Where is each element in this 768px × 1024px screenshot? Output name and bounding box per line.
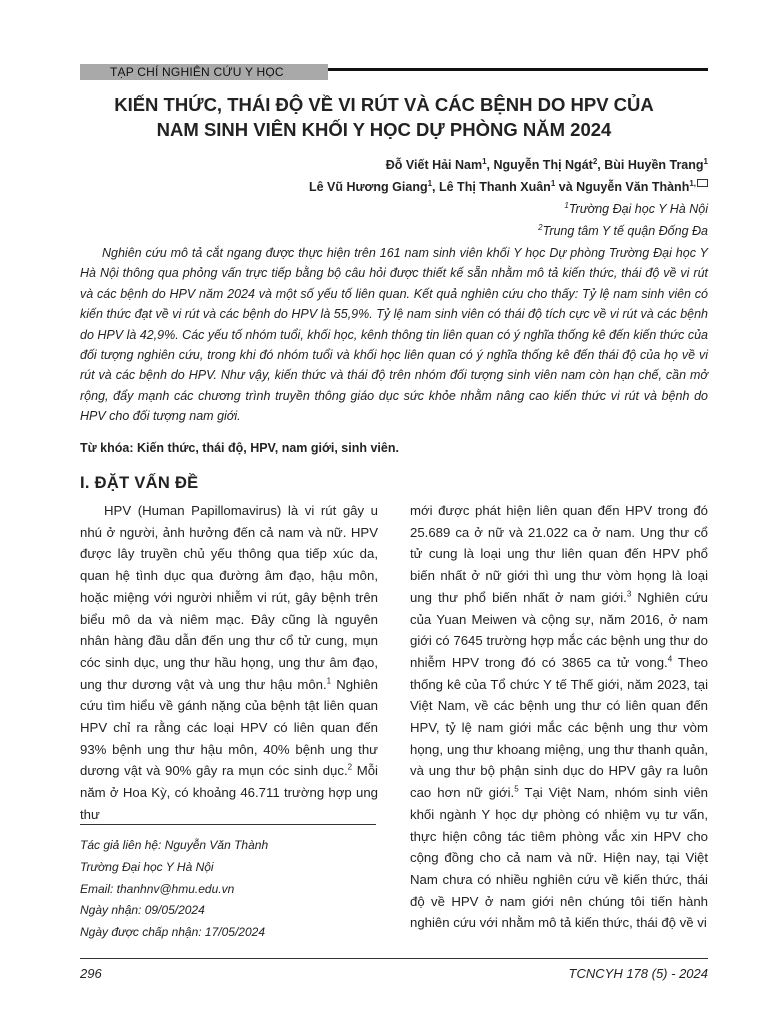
text-run: Theo thống kê của Tổ chức Y tế Thế giới, năm 2023, tại Việt Nam, về các bệnh ung thư có liên quan đến HPV, tỷ lệ nam giới mắc các bệnh ung thư vòm họng, ung thư khoang miệng, ung thư thanh quản, và ung thư bộ phận sinh dục do HPV gây ra luôn cao hơn nữ giới.	[410, 654, 708, 801]
author-line-2	[309, 176, 708, 198]
citation-sup: 3	[626, 589, 632, 599]
affiliation-text: Trường Đại học Y Hà Nội	[568, 202, 708, 216]
journal-name: TẠP CHÍ NGHIÊN CỨU Y HỌC	[80, 64, 328, 80]
footer-rule	[80, 958, 708, 959]
section-heading: I. ĐẶT VẤN ĐỀ	[80, 474, 199, 492]
body-column-left	[80, 500, 378, 826]
author-line-1	[309, 154, 708, 176]
text-run: mới được phát hiện liên quan đến HPV trong đó 25.689 ca ở nữ và 21.022 ca ở nam. Ung thư cổ tử cung là loại ung thư liên quan đến HPV phổ biến nhất ở nữ giới thì ung thư vòm họng là loại ung thư phổ biến nhất ở nam giới.	[410, 503, 708, 605]
citation-sup: 2	[347, 763, 353, 773]
author-affil-sup: 2	[592, 156, 598, 166]
corresponding-author: Tác giả liên hệ: Nguyễn Văn Thành	[80, 838, 269, 852]
keywords: Từ khóa: Kiến thức, thái độ, HPV, nam giới, sinh viên.	[80, 441, 399, 455]
page-number: 296	[80, 966, 102, 981]
footnotes	[80, 835, 378, 944]
header-rule	[328, 68, 708, 71]
author-affil-sup: 1	[482, 156, 487, 166]
author-name: Đỗ Viết Hải Nam	[385, 158, 483, 172]
affiliation-2	[309, 220, 708, 242]
paragraph	[410, 500, 708, 934]
affiliation-text: Trung tâm Y tế quận Đống Đa	[542, 224, 708, 238]
affiliation-sup: 1	[564, 200, 569, 210]
author-separator: ,	[486, 158, 494, 172]
journal-header	[80, 64, 708, 80]
author-separator: và	[555, 180, 577, 194]
footnote-rule	[80, 824, 376, 825]
author-name: Bùi Huyền Trang	[604, 158, 704, 172]
text-run: HPV (Human Papillomavirus) là vi rút gây u nhú ở người, ảnh hưởng đến cả nam và nữ. HPV được lây truyền chủ yếu thông qua tiếp xúc da, quan hệ tình dục qua đường âm đạo, hậu môn, hoặc miệng với người nhiễm vi rút, gây bệnh trên biểu mô da và niêm mạc. Đây cũng là nguyên nhân hàng đầu dẫn đến ung thư cổ tử cung, mụn cóc sinh dục, ung thư hầu họng, ung thư âm đạo, ung thư dương vật và ung thư hậu môn.	[80, 503, 378, 692]
author-affil-sup: 1,	[689, 178, 696, 188]
text-run: Mỗi năm ở Hoa Kỳ, có khoảng 46.711 trường hợp ung thư	[80, 763, 378, 822]
author-separator: ,	[597, 158, 605, 172]
author-affil-sup: 1	[550, 178, 556, 188]
body-column-right	[410, 500, 708, 934]
mail-icon	[697, 179, 708, 187]
date-received: Ngày nhận: 09/05/2024	[80, 903, 205, 918]
author-name: Lê Vũ Hương Giang	[308, 180, 428, 194]
text-run: Nghiên cứu tìm hiểu về gánh nặng của bệnh tật liên quan HPV chỉ ra rằng các loại HPV có liên quan đến 93% bệnh ung thư hậu môn, 40% bệnh ung thư dương vật và 90% gây ra mụn cóc sinh dục.	[80, 676, 378, 779]
title-line-1: KIẾN THỨC, THÁI ĐỘ VỀ VI RÚT VÀ CÁC BỆNH DO HPV CỦA	[114, 94, 654, 115]
citation-sup: 4	[667, 654, 673, 664]
citation-sup: 1	[326, 676, 332, 686]
text-run: Tại Việt Nam, nhóm sinh viên khối ngành Y học dự phòng có nhiệm vụ tư vấn, thực hiện công tác tiêm phòng vắc xin HPV cho cộng đồng cho cả nam và nữ. Hiện nay, tại Việt Nam chưa có nhiều nghiên cứu về kiến thức, thái độ về HPV ở nam giới nên chúng tôi tiến hành nghiên cứu với nhằm mô tả kiến thức, thái độ về vi	[410, 785, 708, 931]
author-name: Nguyễn Thị Ngát	[493, 158, 593, 172]
article-title	[60, 92, 708, 142]
author-separator: ,	[432, 180, 439, 194]
author-institution: Trường Đại học Y Hà Nội	[80, 859, 214, 874]
author-affil-sup: 1	[427, 178, 433, 188]
affiliation-sup: 2	[538, 222, 543, 232]
date-accepted: Ngày được chấp nhận: 17/05/2024	[80, 925, 265, 940]
abstract: Nghiên cứu mô tả cắt ngang được thực hiện trên 161 nam sinh viên khối Y học Dự phòng Trường Đại học Y Hà Nội thông qua phỏng vấn trực tiếp bằng bộ câu hỏi được thiết kế sẵn nhằm mô tả kiến thức, thái độ về vi rút và các bệnh do HPV năm 2024 và một số yếu tố liên quan. Kết quả nghiên cứu cho thấy: Tỷ lệ nam sinh viên có kiến thức đạt về vi rút và các bệnh do HPV là 55,9%. Tỷ lệ nam sinh viên có thái độ tích cực về vi rút và các bệnh do HPV là 42,9%. Các yếu tố nhóm tuổi, khối học, kênh thông tin liên quan có ý nghĩa thống kê đến kiến thức của đối tượng nghiên cứu, trong khi đó nhóm tuổi và khối học liên quan có ý nghĩa thống kê đến thái độ của họ về vi rút và các bệnh do HPV. Như vậy, kiến thức và thái độ trên nhóm đối tượng sinh viên nam còn hạn chế, cần mở rộng, đẩy mạnh các chương trình truyền thông giáo dục sức khỏe nhằm nâng cao kiến thức vi rút và bệnh do HPV cho đối tượng nam giới.	[80, 246, 708, 424]
paragraph	[80, 500, 378, 826]
citation-sup: 5	[514, 784, 519, 794]
journal-issue: TCNCYH 178 (5) - 2024	[568, 966, 708, 981]
author-name: Lê Thị Thanh Xuân	[439, 180, 551, 194]
title-line-2: NAM SINH VIÊN KHỐI Y HỌC DỰ PHÒNG NĂM 2024	[156, 119, 612, 140]
text-run: Nghiên cứu của Yuan Meiwen và cộng sự, năm 2016, ở nam giới có 7645 trường hợp mắc các bệnh ung thư do nhiễm HPV trong đó có 3865 ca tử vong.	[410, 589, 708, 670]
author-email: Email: thanhnv@hmu.edu.vn	[80, 881, 235, 896]
author-name: Nguyễn Văn Thành	[576, 180, 690, 194]
author-affil-sup: 1	[703, 156, 708, 166]
author-block	[309, 154, 708, 242]
affiliation-1	[309, 198, 708, 220]
